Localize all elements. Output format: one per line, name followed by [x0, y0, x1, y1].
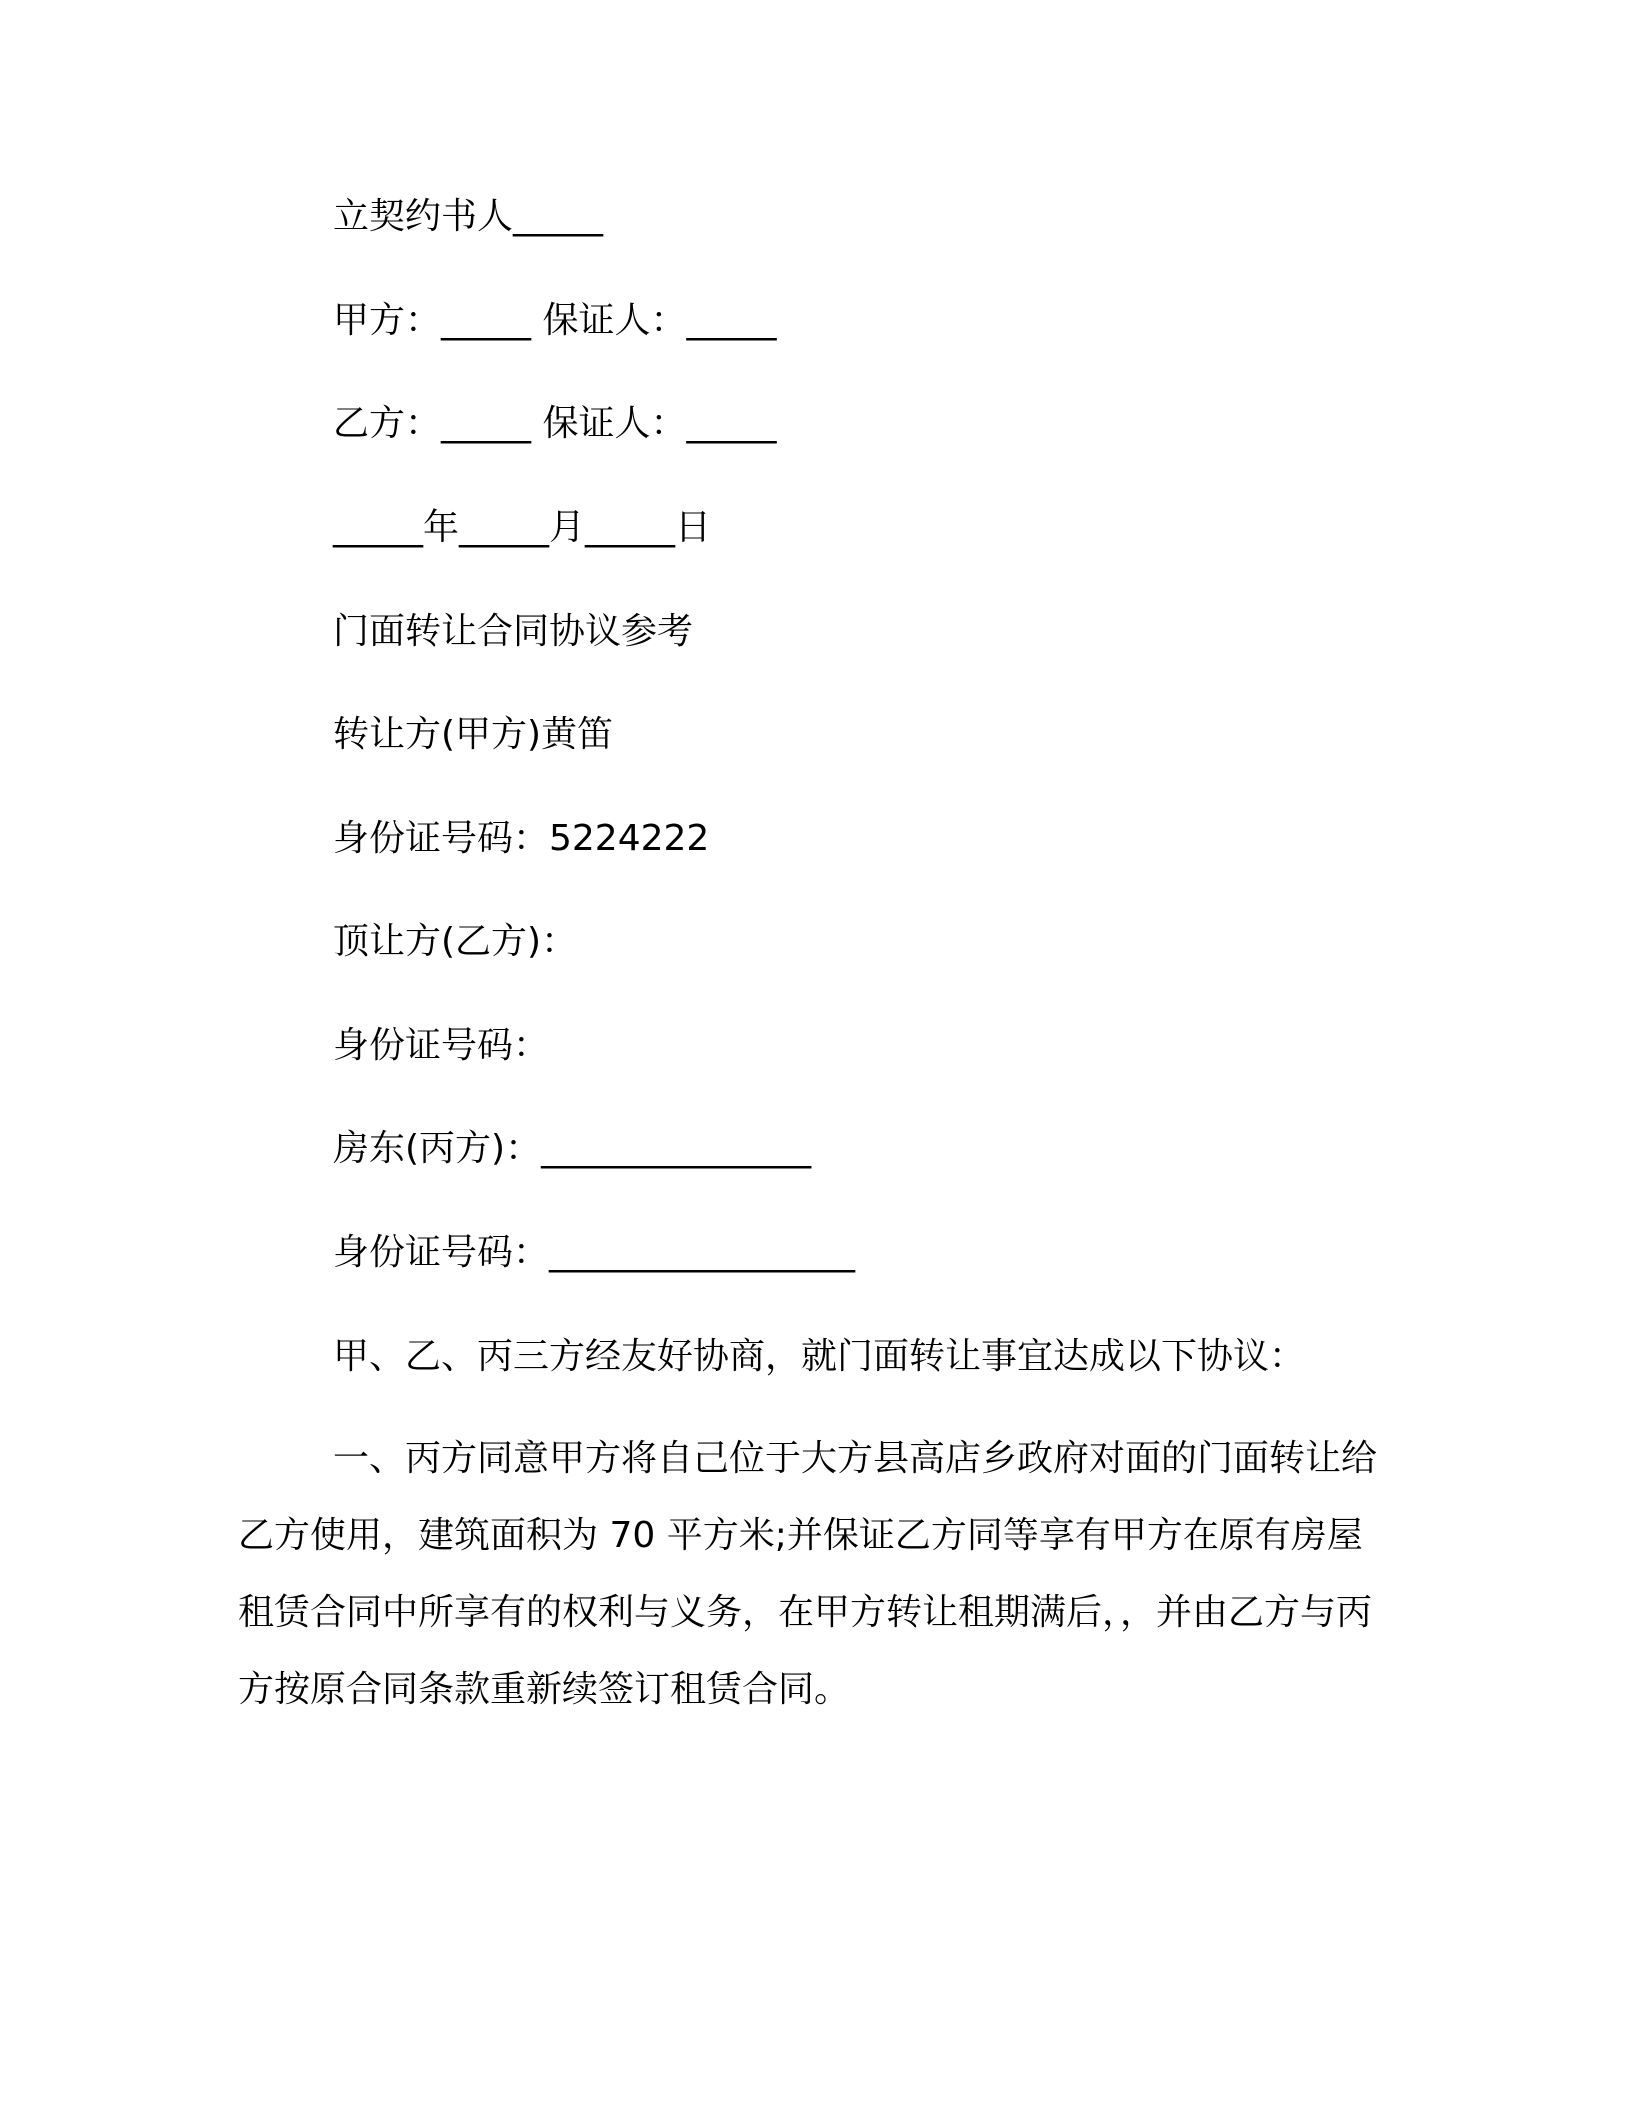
agreement-intro: 甲、乙、丙三方经友好协商，就门面转让事宜达成以下协议： [333, 1336, 1306, 1377]
transferor-id-line: 身份证号码：5224222 [333, 818, 710, 859]
date-line: _____年_____月_____日 [333, 507, 711, 548]
party-b-guarantor-line: 乙方：_____ 保证人：_____ [333, 403, 777, 444]
transferee-id-line: 身份证号码： [333, 1025, 550, 1066]
clause-1-paragraph: 一、丙方同意甲方将自己位于大方县高店乡政府对面的门面转让给乙方使用，建筑面积为 70 平方米;并保证乙方同等享有甲方在原有房屋租赁合同中所享有的权利与义务，在甲方转让租期满后，，并由乙方与丙方按原合同条款重新续签订租赁合同。 [238, 1438, 1378, 1710]
document-title: 门面转让合同协议参考 [333, 611, 694, 652]
transferor-line: 转让方(甲方)黄笛 [333, 714, 614, 755]
contract-signatory-line: 立契约书人_____ [333, 196, 604, 237]
party-a-guarantor-line: 甲方：_____ 保证人：_____ [333, 300, 777, 341]
landlord-id-line: 身份证号码：_________________ [333, 1232, 856, 1273]
transferee-line: 顶让方(乙方)： [333, 921, 578, 962]
landlord-line: 房东(丙方)：_______________ [333, 1128, 812, 1169]
